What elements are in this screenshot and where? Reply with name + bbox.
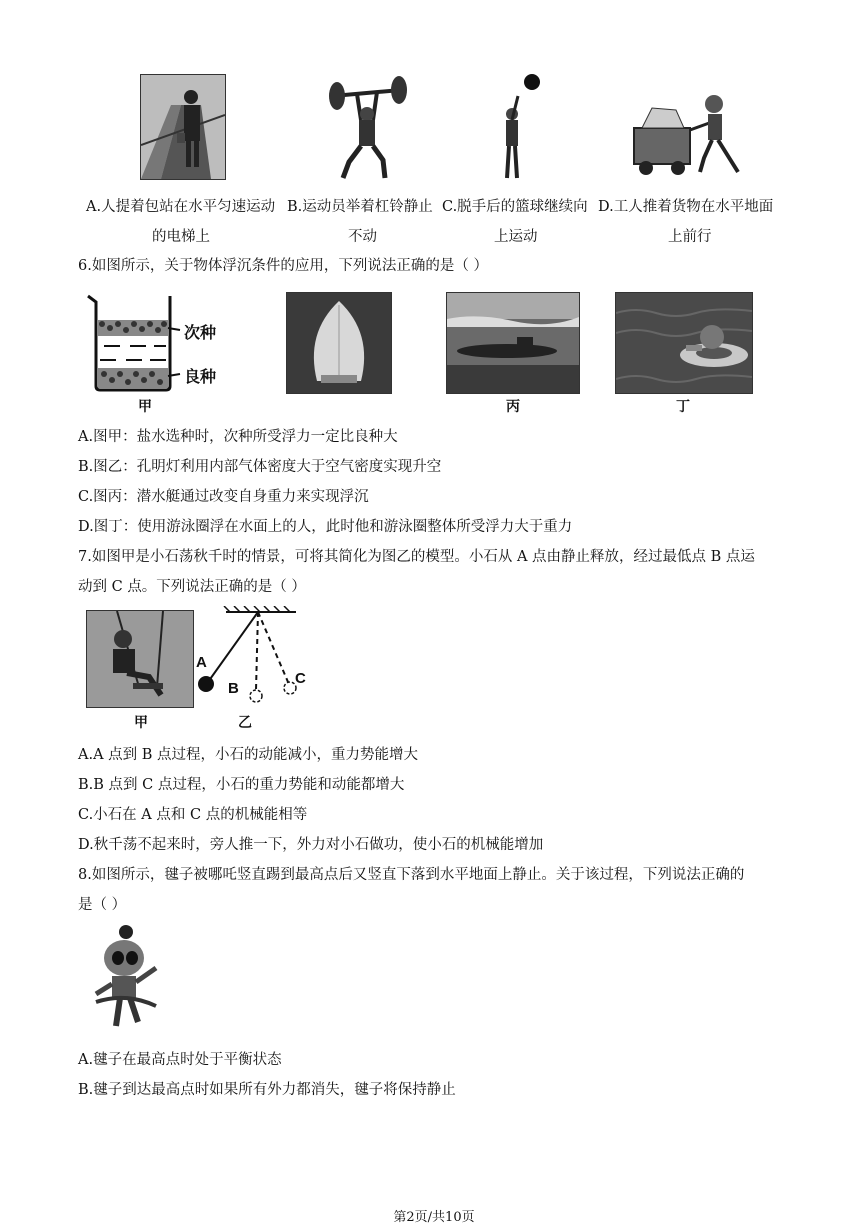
q8-option-b: B.毽子到达最高点时如果所有外力都消失，毽子将保持静止	[78, 1082, 456, 1098]
basketball-illustration	[490, 70, 550, 184]
q8-stem-line1: 8.如图所示，毽子被哪吒竖直踢到最高点后又竖直下落到水平地面上静止。关于该过程，下列说法正确的	[78, 867, 745, 883]
q7-option-a: A.A 点到 B 点过程，小石的动能减小，重力势能增大	[78, 747, 419, 763]
q5-option-c-line1: C.脱手后的篮球继续向	[442, 199, 588, 215]
point-c-label: C	[295, 670, 306, 687]
q7-option-d: D.秋千荡不起来时，旁人推一下，外力对小石做功，使小石的机械能增加	[78, 837, 544, 853]
q7-stem-line2: 动到 C 点。下列说法正确的是（ ）	[78, 579, 306, 595]
point-a-label: A	[196, 654, 207, 671]
caption-q7-yi: 乙	[238, 715, 252, 731]
q7-stem-line1: 7.如图甲是小石荡秋千时的情景，可将其简化为图乙的模型。小石从 A 点由静止释放，经过最低点 B 点运	[78, 549, 755, 565]
caption-ding: 丁	[676, 399, 690, 415]
q5-option-a-line1: A.人提着包站在水平匀速运动	[86, 199, 276, 215]
page-footer: 第2页/共10页	[393, 1210, 475, 1225]
q7-option-b: B.B 点到 C 点过程，小石的重力势能和动能都增大	[78, 777, 405, 793]
q6-option-a: A.图甲：盐水选种时，次种所受浮力一定比良种大	[78, 429, 398, 445]
worker-cart-illustration	[630, 88, 750, 180]
q5-option-b-line1: B.运动员举着杠铃静止	[287, 199, 433, 215]
q6-stem: 6.如图所示，关于物体浮沉条件的应用，下列说法正确的是（ ）	[78, 258, 488, 274]
submarine-photo	[446, 292, 580, 394]
q5-option-b-line2: 不动	[348, 229, 377, 245]
point-b-label: B	[228, 680, 239, 697]
q5-option-a-line2: 的电梯上	[152, 229, 210, 245]
q8-option-a: A.毽子在最高点时处于平衡状态	[78, 1052, 282, 1068]
caption-q7-jia: 甲	[134, 715, 148, 731]
q7-option-c: C.小石在 A 点和 C 点的机械能相等	[78, 807, 308, 823]
escalator-photo	[140, 74, 226, 180]
q5-option-d-line2: 上前行	[668, 229, 712, 245]
q5-option-d-line1: D.工人推着货物在水平地面	[598, 199, 774, 215]
caption-jia: 甲	[138, 399, 152, 415]
q5-option-c-line2: 上运动	[494, 229, 538, 245]
nezha-illustration	[86, 922, 166, 1034]
kongming-lantern-photo	[286, 292, 392, 394]
pendulum-diagram	[196, 606, 316, 710]
label-cizhong: 次种	[184, 323, 217, 342]
weightlifter-illustration	[325, 74, 409, 184]
q8-stem-line2: 是（ ）	[78, 897, 127, 913]
q6-option-b: B.图乙：孔明灯利用内部气体密度大于空气密度实现升空	[78, 459, 442, 475]
caption-bing: 丙	[506, 399, 520, 415]
swing-photo	[86, 610, 194, 708]
q6-option-c: C.图丙：潜水艇通过改变自身重力来实现浮沉	[78, 489, 369, 505]
swim-ring-photo	[615, 292, 753, 394]
q6-option-d: D.图丁：使用游泳圈浮在水面上的人，此时他和游泳圈整体所受浮力大于重力	[78, 519, 573, 535]
q6-figure-jia	[80, 290, 250, 412]
label-liangzhong: 良种	[184, 367, 217, 386]
